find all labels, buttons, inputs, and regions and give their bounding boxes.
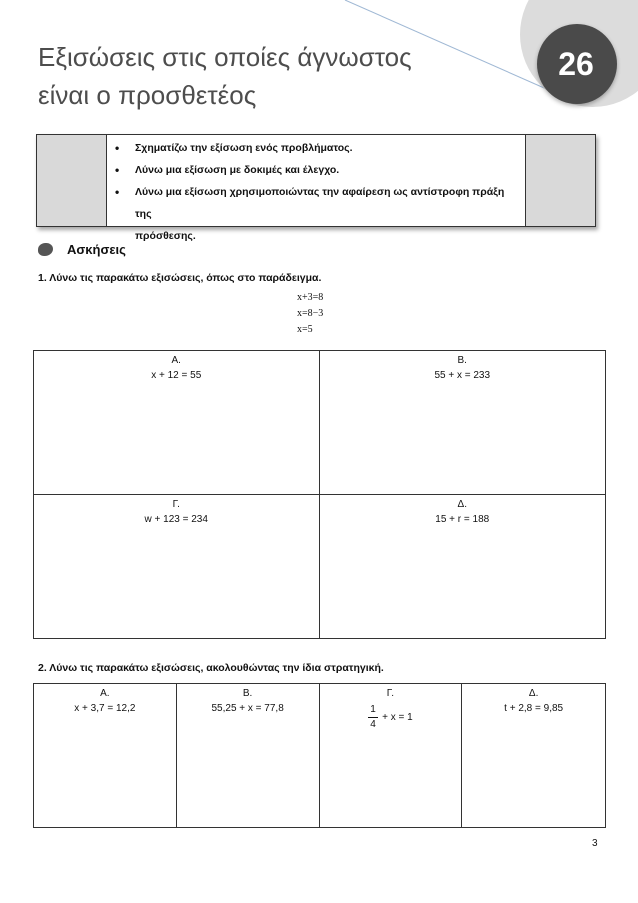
goal-item: • Σχηματίζω την εξίσωση ενός προβλήματος. — [135, 137, 517, 159]
cell-equation: 55 + x = 233 — [434, 370, 491, 381]
cell-equation: x + 3,7 = 12,2 — [74, 703, 136, 714]
cell-label: Γ. — [386, 688, 394, 699]
cell-label: Β. — [242, 688, 253, 699]
goals-side-right — [525, 135, 595, 226]
chapter-number: 26 — [558, 46, 594, 82]
exercise-cell-a[interactable] — [34, 351, 320, 495]
exercise2-cell-b[interactable] — [177, 684, 320, 827]
goals-list — [107, 135, 525, 242]
cell-equation: t + 2,8 = 9,85 — [504, 703, 564, 714]
cell-equation: w + 123 = 234 — [144, 513, 208, 525]
exercise-cell-b[interactable] — [320, 351, 606, 495]
cell-equation: 55,25 + x = 77,8 — [211, 703, 284, 714]
cell-label: Γ. — [172, 498, 180, 510]
page-number: 3 — [592, 838, 598, 849]
fraction-denominator: 4 — [370, 719, 376, 730]
worked-example — [297, 290, 323, 338]
page-title — [38, 38, 498, 114]
cell-label: Α. — [100, 688, 110, 699]
fraction-equation — [320, 703, 462, 732]
learning-goals-box — [36, 134, 596, 242]
fraction — [368, 703, 378, 732]
fraction-numerator: 1 — [370, 704, 376, 715]
goal-item-continuation: πρόσθεσης. — [135, 230, 196, 242]
example-line: x=8−3 — [297, 308, 324, 319]
cell-label: Α. — [171, 355, 181, 366]
title-line-2: είναι ο προσθετέος — [38, 80, 257, 110]
equation-rest: + x = 1 — [382, 712, 413, 723]
example-line: x+3=8 — [297, 292, 324, 303]
title-line-1: Εξισώσεις στις οποίες άγνωστος — [38, 42, 412, 72]
section-title: Ασκήσεις — [67, 242, 126, 257]
goal-item: • Λύνω μια εξίσωση χρησιμοποιώντας την αφαίρεση ως αντίστροφη πράξη της — [135, 181, 517, 225]
goals-side-left — [37, 135, 107, 226]
example-line: x=5 — [297, 324, 313, 335]
cell-equation: 15 + r = 188 — [435, 513, 490, 525]
exercise-1-prompt: 1. Λύνω τις παρακάτω εξισώσεις, όπως στο παράδειγμα. — [38, 272, 322, 284]
cell-label: Δ. — [528, 688, 539, 699]
exercise-1-grid — [33, 350, 606, 639]
cell-label: Β. — [457, 355, 467, 366]
section-bullet-icon — [38, 243, 53, 256]
exercise-2-row — [33, 683, 606, 828]
exercise-cell-c[interactable] — [34, 495, 320, 639]
section-heading — [38, 242, 126, 257]
exercise-2-prompt: 2. Λύνω τις παρακάτω εξισώσεις, ακολουθώντας την ίδια στρατηγική. — [38, 662, 384, 674]
exercise2-cell-d[interactable] — [462, 684, 605, 827]
exercise2-cell-c[interactable] — [320, 684, 463, 827]
cell-equation: x + 12 = 55 — [151, 370, 202, 381]
exercise-cell-d[interactable] — [320, 495, 606, 639]
cell-label: Δ. — [457, 498, 467, 510]
exercise2-cell-a[interactable] — [34, 684, 177, 827]
goal-item: • Λύνω μια εξίσωση με δοκιμές και έλεγχο. — [135, 159, 517, 181]
